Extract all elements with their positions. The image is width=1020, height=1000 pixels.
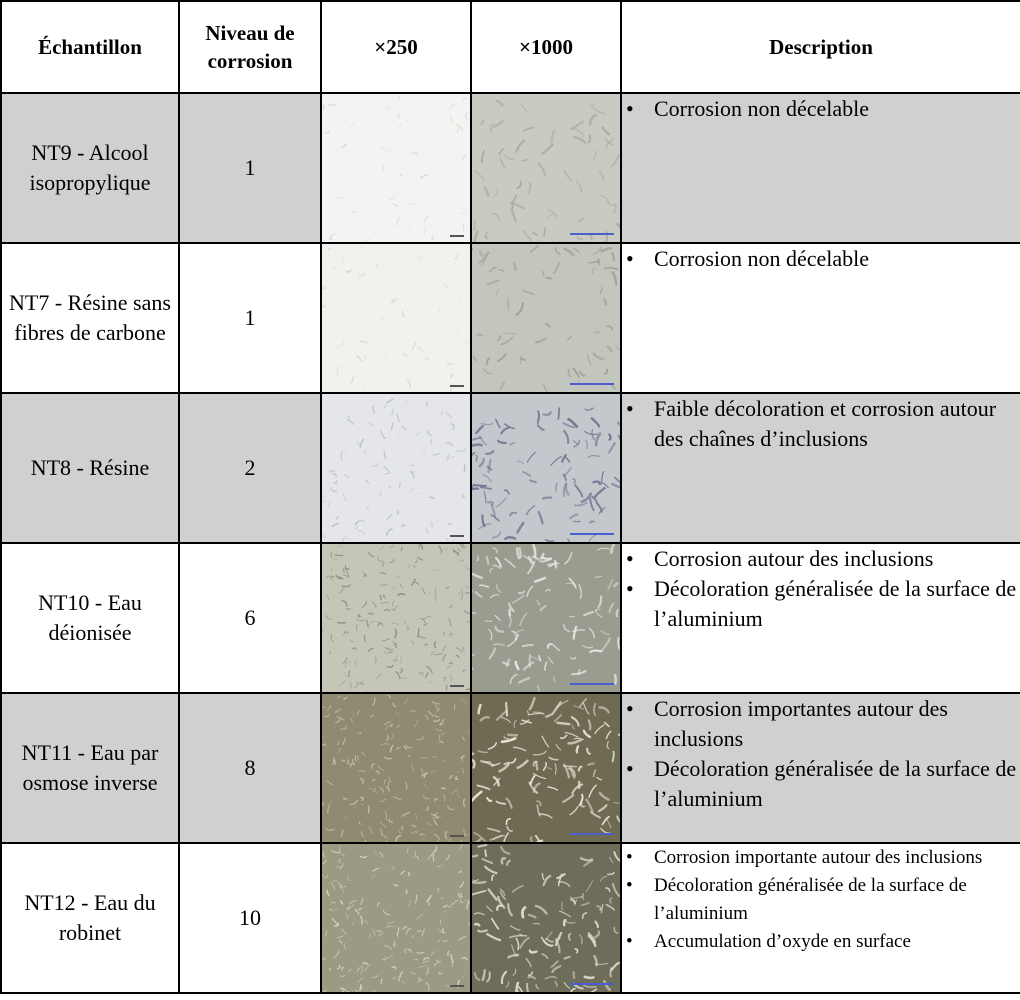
description-list bbox=[622, 394, 1020, 454]
sample-name: NT9 - Alcool isopropylique bbox=[1, 93, 179, 243]
scale-bar bbox=[570, 533, 614, 535]
micrograph-1000x bbox=[471, 843, 621, 993]
description-item: • Décoloration généralisée de la surface de l’aluminium bbox=[622, 872, 1020, 928]
sample-name: NT7 - Résine sans fibres de carbone bbox=[1, 243, 179, 393]
description-list bbox=[622, 544, 1020, 634]
micrograph-250x bbox=[321, 693, 471, 843]
scale-bar bbox=[450, 985, 464, 987]
description-cell bbox=[621, 243, 1020, 393]
sample-name: NT8 - Résine bbox=[1, 393, 179, 543]
scale-bar bbox=[450, 685, 464, 687]
micrograph-image bbox=[322, 244, 470, 392]
micrograph-250x bbox=[321, 543, 471, 693]
micrograph-1000x bbox=[471, 393, 621, 543]
description-cell bbox=[621, 393, 1020, 543]
header-magnification-250: ×250 bbox=[321, 1, 471, 93]
micrograph-250x bbox=[321, 843, 471, 993]
micrograph-250x bbox=[321, 243, 471, 393]
micrograph-250x bbox=[321, 393, 471, 543]
micrograph-image bbox=[322, 844, 470, 992]
micrograph-image bbox=[472, 244, 620, 392]
corrosion-level: 8 bbox=[179, 693, 321, 843]
description-cell bbox=[621, 693, 1020, 843]
corrosion-level: 2 bbox=[179, 393, 321, 543]
table-row bbox=[1, 543, 1020, 693]
header-level: Niveau de corrosion bbox=[179, 1, 321, 93]
scale-bar bbox=[570, 833, 614, 835]
corrosion-level: 10 bbox=[179, 843, 321, 993]
corrosion-level: 6 bbox=[179, 543, 321, 693]
corrosion-level: 1 bbox=[179, 93, 321, 243]
header-description: Description bbox=[621, 1, 1020, 93]
micrograph-250x bbox=[321, 93, 471, 243]
scale-bar bbox=[450, 835, 464, 837]
description-item: • Corrosion non décelable bbox=[622, 244, 1020, 274]
scale-bar bbox=[570, 383, 614, 385]
description-list bbox=[622, 694, 1020, 814]
scale-bar bbox=[570, 983, 614, 985]
micrograph-image bbox=[472, 94, 620, 242]
description-item: • Faible décoloration et corrosion autour des chaînes d’inclusions bbox=[622, 394, 1020, 454]
sample-name: NT12 - Eau du robinet bbox=[1, 843, 179, 993]
micrograph-image bbox=[322, 694, 470, 842]
micrograph-1000x bbox=[471, 543, 621, 693]
header-sample: Échantillon bbox=[1, 1, 179, 93]
description-item: • Corrosion importante autour des inclusions bbox=[622, 844, 1020, 872]
table-row bbox=[1, 243, 1020, 393]
scale-bar bbox=[570, 683, 614, 685]
description-list bbox=[622, 244, 1020, 274]
micrograph-image bbox=[322, 394, 470, 542]
description-list bbox=[622, 844, 1020, 956]
micrograph-image bbox=[322, 94, 470, 242]
scale-bar bbox=[450, 535, 464, 537]
description-item: • Décoloration généralisée de la surface de l’aluminium bbox=[622, 754, 1020, 814]
micrograph-image bbox=[472, 394, 620, 542]
description-item: • Corrosion non décelable bbox=[622, 94, 1020, 124]
description-cell bbox=[621, 543, 1020, 693]
micrograph-image bbox=[472, 544, 620, 692]
micrograph-image bbox=[472, 844, 620, 992]
table-body bbox=[1, 93, 1020, 993]
sample-name: NT10 - Eau déionisée bbox=[1, 543, 179, 693]
micrograph-1000x bbox=[471, 243, 621, 393]
header-row bbox=[1, 1, 1020, 93]
scale-bar bbox=[570, 233, 614, 235]
header-magnification-1000: ×1000 bbox=[471, 1, 621, 93]
description-item: • Corrosion autour des inclusions bbox=[622, 544, 1020, 574]
scale-bar bbox=[450, 385, 464, 387]
table-row bbox=[1, 693, 1020, 843]
table-row bbox=[1, 93, 1020, 243]
scale-bar bbox=[450, 235, 464, 237]
table-row bbox=[1, 843, 1020, 993]
corrosion-level: 1 bbox=[179, 243, 321, 393]
description-cell bbox=[621, 843, 1020, 993]
description-item: • Décoloration généralisée de la surface de l’aluminium bbox=[622, 574, 1020, 634]
micrograph-image bbox=[322, 544, 470, 692]
micrograph-1000x bbox=[471, 93, 621, 243]
description-list bbox=[622, 94, 1020, 124]
micrograph-image bbox=[472, 694, 620, 842]
description-cell bbox=[621, 93, 1020, 243]
description-item: • Accumulation d’oxyde en surface bbox=[622, 928, 1020, 956]
micrograph-1000x bbox=[471, 693, 621, 843]
sample-name: NT11 - Eau par osmose inverse bbox=[1, 693, 179, 843]
table-row bbox=[1, 393, 1020, 543]
description-item: • Corrosion importantes autour des inclusions bbox=[622, 694, 1020, 754]
